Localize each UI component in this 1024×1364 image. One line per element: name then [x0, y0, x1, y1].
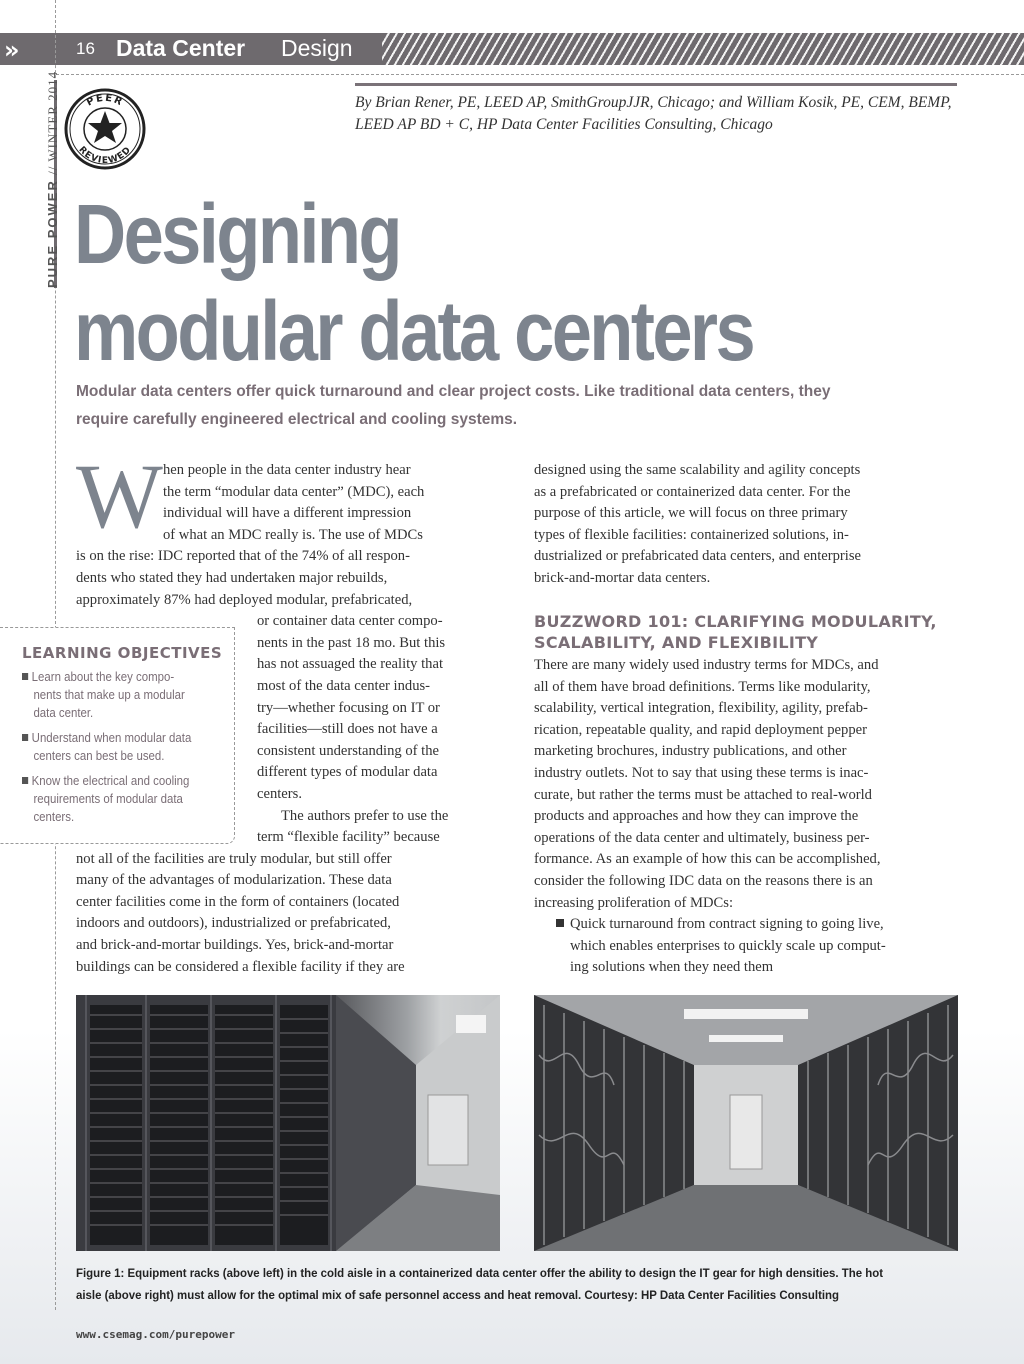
objective-line	[22, 772, 202, 790]
text-line: not all of the facilities are truly modular, but still offer	[76, 850, 392, 867]
badge-text-top: PEER	[84, 92, 125, 109]
bullet-line: which enables enterprises to quickly scale up comput-	[570, 937, 886, 954]
objective-line	[22, 668, 202, 686]
text-line: nents in the past 18 mo. But this	[257, 634, 446, 651]
chevron-right-icon: »	[4, 36, 15, 64]
section-subtitle: Design	[281, 35, 353, 61]
magazine-brand: PURE POWER	[45, 179, 60, 288]
text-line: marketing brochures, industry publications, and other	[534, 743, 847, 760]
bullet-line: ing solutions when they need them	[570, 959, 774, 976]
objective-item	[22, 772, 202, 826]
text-line: industry outlets. Not to say that using these terms is inac-	[534, 764, 869, 781]
objective-line: requirements of modular data	[33, 791, 183, 806]
text-line: has not assuaged the reality that	[257, 656, 444, 673]
text-line: purpose of this article, we will focus on three primary	[534, 505, 848, 522]
objective-line	[22, 729, 202, 747]
text-line: formance. As an example of how this can be accomplished,	[534, 851, 881, 868]
text-line: types of flexible facilities: containerized solutions, in-	[534, 526, 849, 543]
text-line: center facilities come in the form of containers (located	[76, 893, 400, 910]
text-line: centers.	[257, 785, 302, 802]
subhead-line-1: BUZZWORD 101: CLARIFYING MODULARITY,	[534, 612, 937, 631]
text-line: products and approaches and how they can improve the	[534, 808, 859, 825]
objective-text: Know the electrical and cooling	[31, 773, 190, 788]
text-line: different types of modular data	[257, 764, 438, 781]
text-line: try—whether focusing on IT or	[257, 699, 440, 716]
text-line: of what an MDC really is. The use of MDCs	[163, 526, 423, 543]
text-line: approximately 87% had deployed modular, prefabricated,	[76, 591, 413, 608]
text-line: designed using the same scalability and agility concepts	[534, 462, 861, 478]
header-hatch-pattern	[382, 33, 1024, 65]
objective-item	[22, 668, 202, 722]
objective-text: Learn about the key compo-	[31, 669, 175, 684]
text-line: operations of the data center and ultimately, business per-	[534, 829, 870, 846]
text-line: the term “modular data center” (MDC), each	[163, 483, 425, 500]
text-line: individual will have a different impression	[163, 505, 412, 522]
text-line: dustrialized or prefabricated data centers, and enterprise	[534, 548, 861, 565]
author-byline: By Brian Rener, PE, LEED AP, SmithGroupJJR, Chicago; and William Kosik, PE, CEM, BEMP, LEED AP BD + C, HP Data Center Facilities Consulting, Chicago	[355, 94, 952, 133]
text-line: all of them have broad definitions. Terms like modularity,	[534, 678, 871, 695]
footer-url[interactable]: www.csemag.com/purepower	[76, 1328, 235, 1341]
article-title	[74, 186, 753, 380]
bullet-line	[556, 914, 966, 936]
text-line: buildings can be considered a flexible facility if they are	[76, 958, 405, 975]
text-line: or container data center compo-	[257, 613, 443, 630]
bullet-square-icon	[556, 919, 564, 927]
page-number: 16	[76, 39, 95, 58]
bullet-square-icon	[22, 734, 28, 741]
subhead-line-2: SCALABILITY, AND FLEXIBILITY	[534, 633, 819, 652]
section-subhead	[534, 611, 937, 653]
text-line: as a prefabricated or containerized data center. For the	[534, 483, 851, 500]
objective-item	[22, 729, 202, 765]
text-line: scalability, vertical integration, flexibility, agility, prefab-	[534, 700, 868, 717]
text-line: most of the data center indus-	[257, 677, 431, 694]
objective-line: nents that make up a modular	[33, 687, 185, 702]
peer-reviewed-badge-icon	[63, 87, 147, 171]
objective-line: data center.	[33, 705, 94, 720]
bullet-list	[556, 914, 966, 979]
text-line: curate, but rather the terms must be attached to real-world	[534, 786, 872, 803]
bullet-square-icon	[22, 673, 28, 680]
text-line: rication, repeatable quality, and rapid deployment pepper	[534, 721, 867, 738]
byline-rule	[355, 83, 957, 86]
title-line-1: Designing	[74, 187, 400, 281]
objective-text: Understand when modular data	[31, 730, 192, 745]
server-racks-image	[76, 995, 500, 1251]
text-line: consistent understanding of the	[257, 742, 439, 759]
text-line: consider the following IDC data on the reasons there is an	[534, 872, 873, 889]
text-line: term “flexible facility” because	[257, 829, 440, 846]
text-line: facilities—still does not have a	[257, 721, 438, 738]
photo-hot-aisle	[534, 995, 958, 1251]
text-line: is on the rise: IDC reported that of the 74% of all respon-	[76, 548, 410, 565]
section-title: Data Center	[116, 35, 246, 61]
right-column-text-top	[534, 460, 964, 590]
text-line: The authors prefer to use the	[281, 807, 449, 824]
issue-label	[45, 71, 61, 288]
section-header	[0, 33, 1024, 65]
text-line: many of the advantages of modularization. These data	[76, 872, 392, 889]
title-line-2: modular data centers	[74, 284, 754, 378]
text-line: dents who stated they had undertaken major rebuilds,	[76, 569, 388, 586]
text-line: hen people in the data center industry hear	[163, 462, 411, 478]
text-line: and brick-and-mortar buildings. Yes, brick-and-mortar	[76, 937, 394, 954]
hot-aisle-image	[534, 995, 958, 1251]
drop-cap: W	[76, 445, 163, 547]
objective-line: centers.	[33, 809, 75, 824]
text-line: There are many widely used industry terms for MDCs, and	[534, 657, 879, 673]
figure-caption: Figure 1: Equipment racks (above left) in the cold aisle in a containerized data center offer the ability to design the IT gear for high densities. The hot aisle (above right) must allow for the optimal mix of safe personnel access and heat removal. Courtesy: HP Data Center Facilities Consulting	[76, 1266, 884, 1302]
issue-date: // WINTER 2014	[45, 70, 60, 180]
article-deck: Modular data centers offer quick turnaround and clear project costs. Like traditional data centers, they require carefully engineered electrical and cooling systems.	[76, 383, 831, 428]
objective-line: centers can best be used.	[33, 748, 165, 763]
right-column-text-bottom	[534, 655, 964, 914]
badge-text-bottom: REVIEWED	[76, 144, 134, 167]
bullet-text: Quick turnaround from contract signing to going live,	[570, 916, 884, 932]
learning-objectives-title: LEARNING OBJECTIVES	[22, 644, 223, 662]
text-line: increasing proliferation of MDCs:	[534, 894, 733, 911]
header-rule	[56, 74, 1024, 75]
text-line: brick-and-mortar data centers.	[534, 569, 711, 586]
photo-cold-aisle	[76, 995, 500, 1251]
text-line: indoors and outdoors), industrialized or prefabricated,	[76, 915, 391, 932]
bullet-square-icon	[22, 777, 28, 784]
